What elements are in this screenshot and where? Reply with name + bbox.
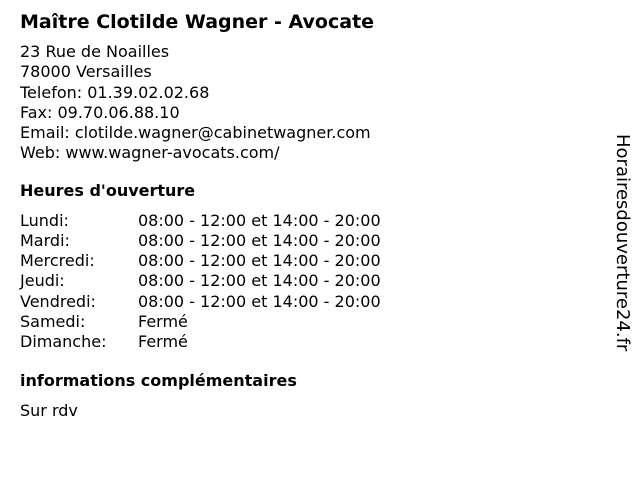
day-label: Dimanche:	[20, 332, 107, 351]
hours-row	[20, 312, 600, 332]
day-label: Lundi:	[20, 210, 69, 230]
hours-row	[20, 231, 600, 251]
time-value: 08:00 - 12:00 et 14:00 - 20:00	[138, 230, 381, 250]
hours-row	[20, 271, 600, 291]
day-label: Mercredi:	[20, 251, 95, 271]
day-label: Vendredi:	[20, 291, 96, 311]
business-name: Maître Clotilde Wagner - Avocate	[20, 11, 375, 33]
day-label: Jeudi:	[20, 271, 65, 291]
day-label: Mardi:	[20, 230, 70, 250]
time-value: Fermé	[138, 332, 188, 351]
info-heading: informations complémentaires	[20, 371, 297, 391]
hours-row	[20, 332, 600, 352]
hours-heading: Heures d'ouverture	[20, 180, 196, 200]
day-label: Samedi:	[20, 311, 86, 331]
email-line: Email: clotilde.wagner@cabinetwagner.com	[20, 123, 371, 143]
time-value: 08:00 - 12:00 et 14:00 - 20:00	[138, 210, 381, 230]
info-text: Sur rdv	[20, 401, 78, 421]
time-value: 08:00 - 12:00 et 14:00 - 20:00	[138, 271, 381, 291]
time-value: Fermé	[138, 311, 188, 331]
brand-watermark: Horairesdouverture24.fr	[612, 134, 633, 352]
phone-line: Telefon: 01.39.02.02.68	[20, 82, 210, 102]
hours-table	[20, 211, 600, 352]
time-value: 08:00 - 12:00 et 14:00 - 20:00	[138, 291, 381, 311]
fax-line: Fax: 09.70.06.88.10	[20, 102, 180, 122]
web-line: Web: www.wagner-avocats.com/	[20, 143, 280, 163]
business-card	[20, 10, 600, 422]
hours-row	[20, 292, 600, 312]
hours-row	[20, 211, 600, 231]
hours-row	[20, 251, 600, 271]
time-value: 08:00 - 12:00 et 14:00 - 20:00	[138, 251, 381, 271]
address-line-1: 23 Rue de Noailles	[20, 42, 170, 61]
address-line-2: 78000 Versailles	[20, 62, 152, 82]
